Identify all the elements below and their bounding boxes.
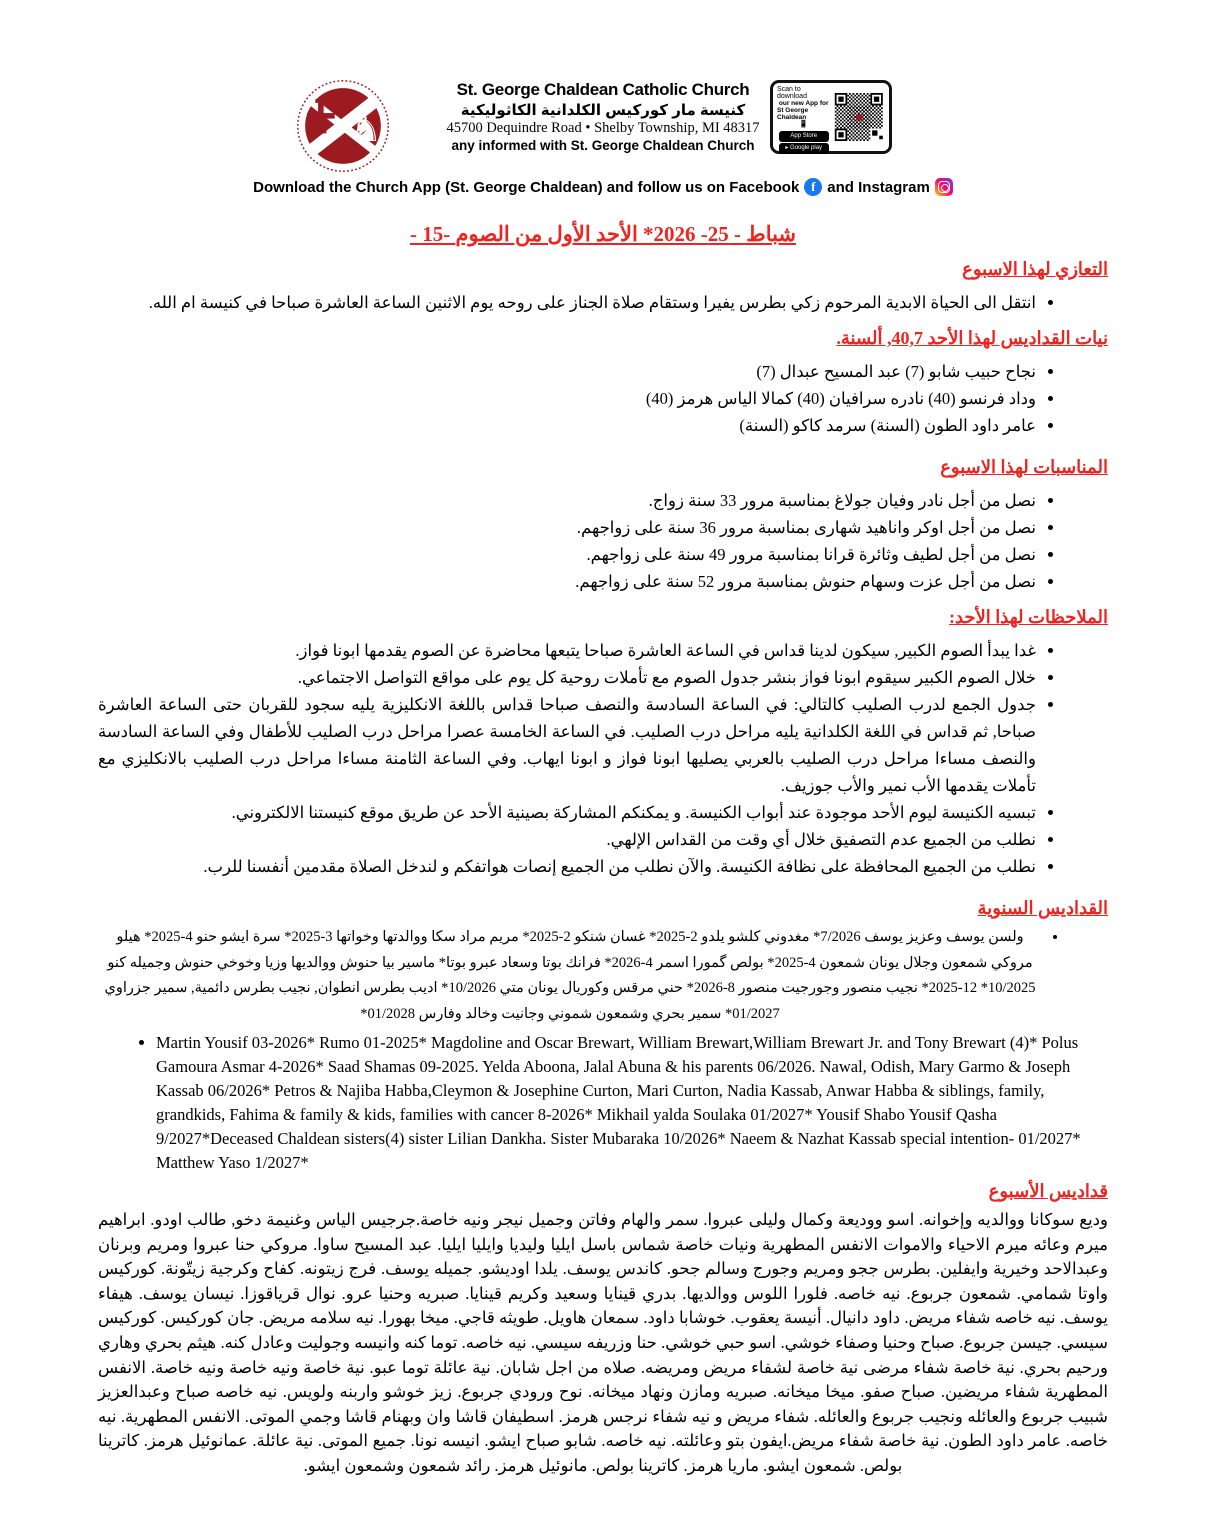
section-heading-occasions: المناسبات لهذا الاسبوع bbox=[940, 457, 1108, 477]
google-play-badge: ▸ Google play bbox=[779, 143, 829, 154]
list-item: • نطلب من الجميع عدم التصفيق خلال أي وقت من القداس الإلهي. bbox=[98, 826, 1036, 853]
section-heading-mass-intentions: نيات القداديس لهذا الأحد 40,7, ألسنة. bbox=[836, 328, 1108, 348]
list-item: • تبسيه الكنيسة ليوم الأحد موجودة عند أبواب الكنيسة. و يمكنكم المشاركة بصينية الأحد عن طريق موقع كنيستنا الالكتروني. bbox=[98, 799, 1036, 826]
list-item: • ولسن يوسف وعزيز يوسف 7/2026* مغدوني كلشو يلدو 2-2025* غسان شنكو 2-2025* مريم مراد سكا ووالدتها وخواتها 3-2025* سرة ايشو حنو 4-2025* هيلو مروكي شمعون وجلال يونان شمعون 4-2025* بولص گمورا اسمر 4-2026* فرانك بوتا وسعاد عبرو بوتا* ماسير بيا حنوش ووالديها وزيا وخوخي حنوش وجميله كنو 10/2025* 12-2025* نجيب منصور وجورجيت منصور 8-2026* حني مرقس وكوريال يونان متي 10/2026* اديب بطرس انطوان, نجيب بطرس دائمية, سمير جزراوي 01/2027* سمير بحري وشمعون شموني وجانيت وخالد وفارس 01/2028* bbox=[98, 925, 1042, 1027]
annual-masses-arabic-list bbox=[98, 925, 1108, 1027]
qr-caption-line1: Scan to download bbox=[777, 86, 807, 100]
qr-caption-line3: St George Chaldean bbox=[777, 107, 809, 121]
instagram-icon bbox=[935, 178, 953, 196]
list-item: • وداد فرنسو (40) نادره سرافيان (40) كمالا الياس هرمز (40) bbox=[98, 385, 1036, 412]
section-heading-week-masses: قداديس الأسبوع bbox=[988, 1181, 1108, 1201]
bulletin-page bbox=[98, 0, 1108, 1479]
list-item: • نطلب من الجميع المحافظة على نظافة الكنيسة. والآن نطلب من الجميع إنصات هواتفكم و لندخل الصلاة مقدمين أنفسنا للرب. bbox=[98, 853, 1036, 880]
download-text: Download the Church App (St. George Chaldean) and follow us on Facebook bbox=[253, 178, 800, 196]
church-address: 45700 Dequindre Road • Shelby Township, MI 48317 bbox=[446, 120, 760, 136]
header bbox=[98, 80, 1108, 168]
list-item: • نجاح حبيب شابو (7) عبد المسيح عبدال (7) bbox=[98, 358, 1036, 385]
section-heading-annual-masses: القداديس السنوية bbox=[977, 898, 1108, 918]
list-item: • Martin Yousif 03-2026* Rumo 01-2025* Magdoline and Oscar Brewart, William Brewart,William Brewart Jr. and Tony Brewart (4)* Polus Gamoura Asmar 4-2026* Saad Shamas 09-2025. Yelda Aboona, Jalal Abuna & his parents 06/2026. Nawal, Odish, Mary Garmo & Joseph Kassab 06/2026* Petros & Najiba Habba,Cleymon & Josephine Curton, Mari Curton, Nadia Kassab, Anwar Habba & siblings, family, grandkids, Fahima & family & kids, families with cancer 8-2026* Mikhail yalda Soulaka 01/2027* Yousif Shabo Yousif Qasha 9/2027*Deceased Chaldean sisters(4) sister Lilian Dankha. Sister Mubaraka 10/2026* Naeem & Nazhat Kassab special intention- 01/2027* Matthew Yaso 1/2027* bbox=[156, 1031, 1108, 1175]
qr-caption-line2: our new App for bbox=[778, 100, 829, 107]
list-item: • انتقل الى الحياة الابدية المرحوم زكي بطرس يفيرا وستقام صلاة الجناز على روحه يوم الاثنين الساعة العاشرة صباحا في كنيسة ام الله. bbox=[98, 289, 1036, 316]
qr-caption-block bbox=[777, 86, 830, 151]
list-item: • جدول الجمع لدرب الصليب كالتالي: في الساعة السادسة والنصف صباحا قداس باللغة الانكليزية يليه سجود للقربان حتى الساعة العاشرة صباحا, ثم قداس في اللغة الكلدانية يليه مراحل درب الصليب. في الساعة الخامسة عصرا مراحل درب الصليب للأطفال وفي الساعة السادسة والنصف مساءا مراحل درب الصليب بالعربي يصليها ابونا فواز و ابونا ايهاب. وفي الساعة الثامنة مساءا مراحل درب الصليب بالانكليزي مع تأملات يقدمها الأب نمير والأب جوزيف. bbox=[98, 691, 1036, 799]
list-item: • خلال الصوم الكبير سيقوم ابونا فواز بنشر جدول الصوم مع تأملات روحية كل يوم على مواقع التواصل الاجتماعي. bbox=[98, 664, 1036, 691]
church-name-arabic: كنيسة مار كوركيس الكلدانية الكاثوليكية bbox=[460, 102, 746, 119]
app-qr-box bbox=[770, 80, 892, 154]
instagram-text: and Instagram bbox=[827, 178, 930, 196]
church-name-english: St. George Chaldean Catholic Church bbox=[456, 80, 750, 99]
occasions-list bbox=[98, 487, 1108, 595]
mass-intentions-list bbox=[98, 358, 1108, 439]
list-item: • غدا يبدأ الصوم الكبير, سيكون لدينا قداس في الساعة العاشرة صباحا يتبعها محاضرة عن الصوم يقدمها ابونا فواز. bbox=[98, 637, 1036, 664]
facebook-icon: f bbox=[804, 178, 822, 196]
qr-code bbox=[833, 86, 885, 148]
notes-list bbox=[98, 637, 1108, 880]
download-line bbox=[98, 178, 1108, 196]
church-logo bbox=[283, 78, 403, 174]
annual-masses-english-list bbox=[98, 1031, 1108, 1175]
list-item: • عامر داود الطون (السنة) سرمد كاكو (السنة) bbox=[98, 412, 1036, 439]
week-masses-paragraph: وديع سوكانا ووالديه وإخوانه. اسو ووديعة وكمال وليلى عبروا. سمر والهام وفاتن وجميل نيجر ونيه خاصة.جرجيس الياس وغنيمة دخو, طالب اودو. ابراهيم ميرم وعائه ميرم الاحياء والاموات الانفس المطهرية ونيات خاصة شماس باسل ايليا وليديا وايليا ايليا. عبد المسيح ساوا. مروكي حنا عبروا ومريم وبرنان وعبدالاحد وخيرية وايفلين. بطرس ججو ومريم وجورج وسالم جحو. كاندس يوسف. يلدا اوديشو. جميله يوسف. فرج زيتونه. كفاح وكرجية زيتّونة. كوركيس واوتا شمامي. شمعون جربوع. نيه خاصه. فلورا اللوس ووالديها. بدري قينايا وسعيد وكريم قينايا. صبريه وحنيا عرو. نوال قرياقوزا. نيسان يوسف. هيفاء يوسف. نيه خاصه شفاء مريض. داود دانيال. أنيسة يعقوب. خوشابا داود. سمعان هاويل. طويثه قاجي. ميخا بهورا. نيه سلامه مريض. جان كوركيس. كوركيس سيسي. جيسن جربوع. صباح وحنيا وصفاء خوشي. اسو حبي خوشي. حنا وزريفه سيسي. نيه خاصه. توما كنه وانيسه وجوليت وعادل كنه. هيثم بحري وهاري ورحيم بحري. نية خاصة شفاء مرضى نية خاصة لشفاء مريض ومريضه. صلاه من اجل شابان. نية عائلة توما عبو. نية خاصة ونيه خاصة ونيه خاصة. الانفس المطهرية شفاء مريضين. صباح صفو. ميخا ميخانه. صبريه ومازن ونهاد ميخانه. نوح ورودي جربوع. زيز خوشو واربنه ولويس. نيه خاصه صباح وعبدالعزيز شبيب جربوع والعائله ونجيب جربوع والعائله. شفاء مريض و نيه شفاء نرجس هرمز. اسطيفان قاشا وان وبهنام قاشا وجمي الموتى. الانفس المطهرية. نيه خاصه. عامر داود الطون. نية خاصة شفاء مريض.ايفون بتو وعائلته. نيه خاصه. شابو صباح ايشو. انيسه نونا. جميع الموتى. نية عائلة. عمانوئيل هرمز. كاترينا بولص. شمعون ايشو. ماريا هرمز. كاترينا بولص. مانوئيل هرمز. رائد شمعون وشمعون ايشو. bbox=[98, 1210, 1108, 1475]
section-heading-condolences: التعازي لهذا الاسبوع bbox=[962, 259, 1108, 279]
section-heading-notes: الملاحظات لهذا الأحد: bbox=[948, 607, 1108, 627]
phone-icon: 📱 bbox=[799, 121, 809, 128]
app-store-badge: App Store bbox=[779, 131, 829, 142]
logo-knight-icon: ♞ bbox=[350, 108, 382, 150]
list-item: • نصل من أجل نادر وفيان جولاغ بمناسبة مرور 33 سنة زواج. bbox=[98, 487, 1036, 514]
condolences-list bbox=[98, 289, 1108, 316]
bulletin-title: - 15- شباط - 25- 2026* الأحد الأول من الصوم bbox=[409, 222, 797, 246]
list-item: • نصل من أجل عزت وسهام حنوش بمناسبة مرور 52 سنة على زواجهم. bbox=[98, 568, 1036, 595]
church-tagline: any informed with St. George Chaldean Church bbox=[451, 138, 755, 153]
list-item: • نصل من أجل اوكر واناهيد شهارى بمناسبة مرور 36 سنة على زواجهم. bbox=[98, 514, 1036, 541]
list-item: • نصل من أجل لطيف وثائرة قرانا بمناسبة مرور 49 سنة على زواجهم. bbox=[98, 541, 1036, 568]
